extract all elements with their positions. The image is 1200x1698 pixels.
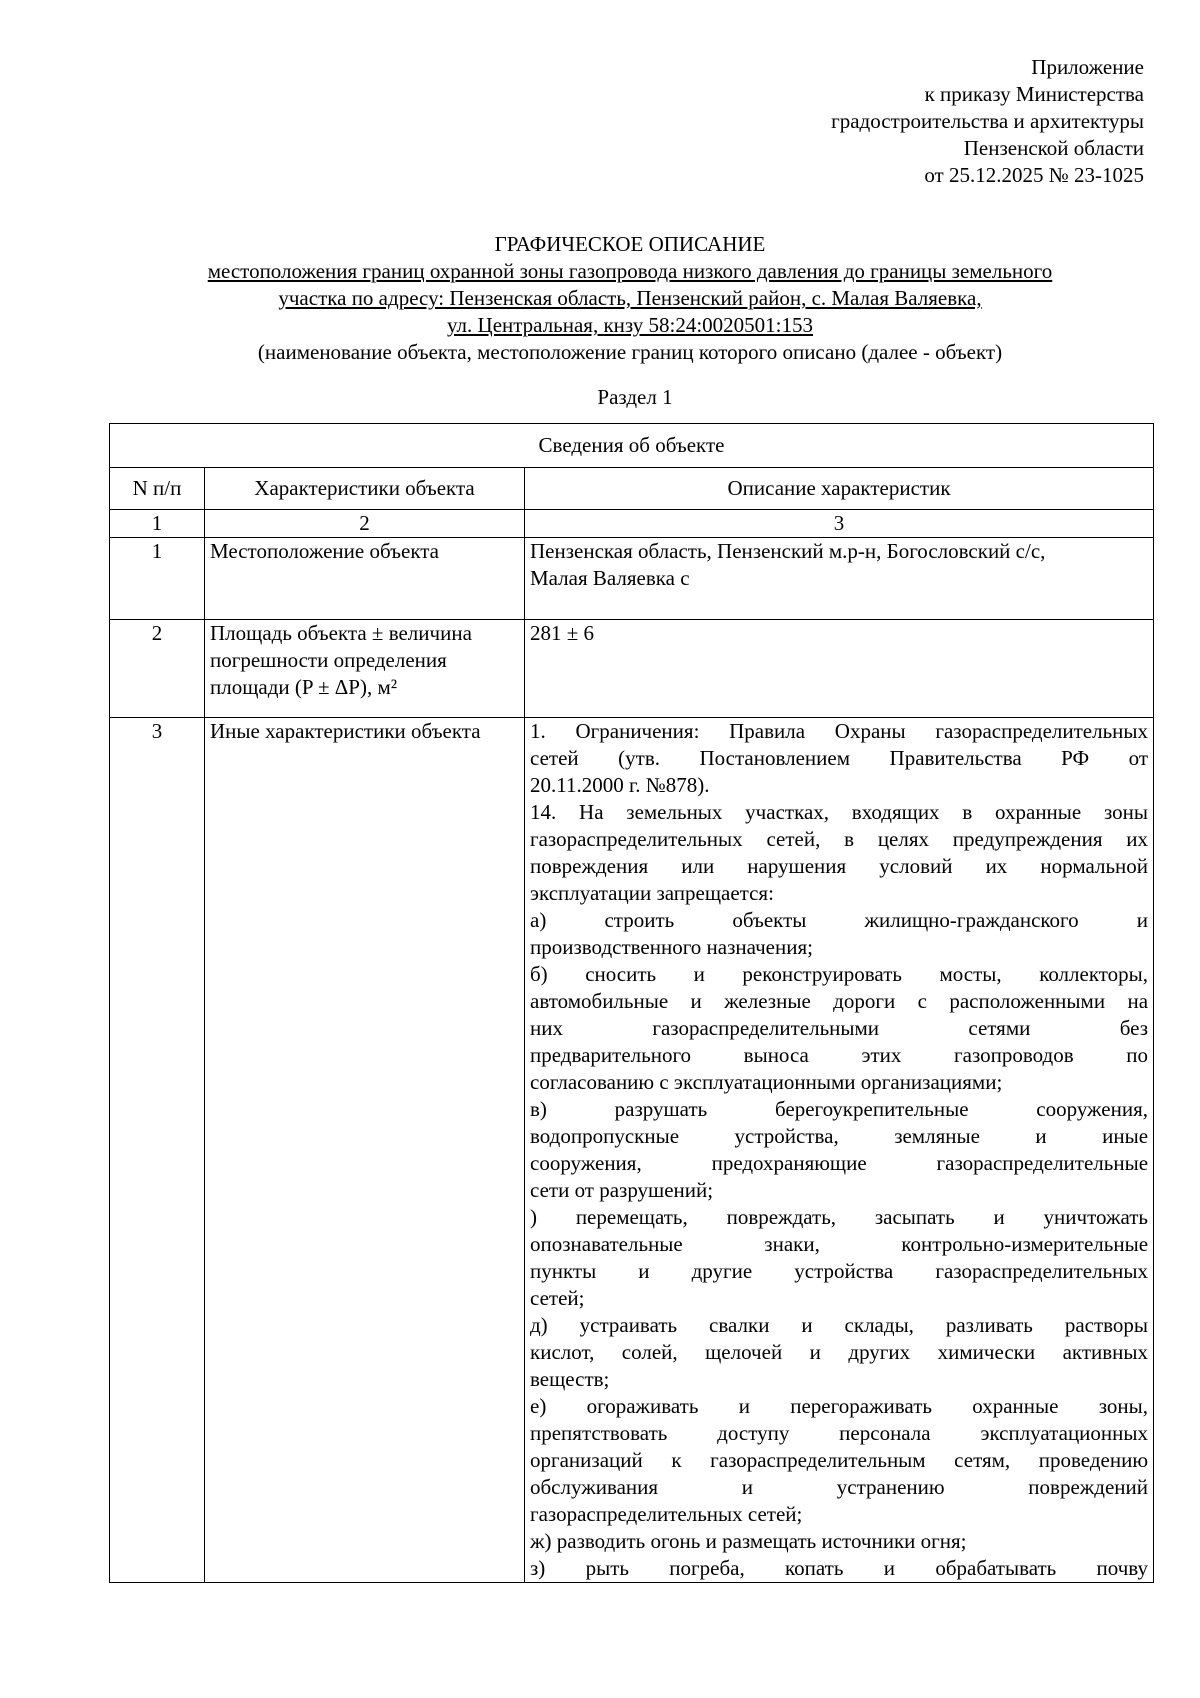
description-line: согласованию с эксплуатационными организациями; [530,1070,1003,1094]
description-line: повреждения или нарушения условий их нормальной [530,854,1149,878]
description-line: пункты и другие устройства газораспределительных [530,1259,1149,1283]
description-line: а) строить объекты жилищно-гражданского и [530,908,1149,932]
description-line: автомобильные и железные дороги с расположенными на [530,989,1149,1013]
description-line: предварительного выноса этих газопроводов по [530,1043,1149,1067]
header-cell: N п/п [110,468,205,510]
description-line: сетей (утв. Постановлением Правительства РФ от [530,746,1149,770]
description-line: в) разрушать берегоукрепительные сооружения, [530,1097,1149,1121]
description-line: них газораспределительными сетями без [530,1016,1149,1040]
object-name-line: местоположения границ охранной зоны газопровода низкого давления до границы земельного [207,259,1053,283]
description-line: водопропускные устройства, земляные и иные [530,1124,1149,1148]
description-line: ) перемещать, повреждать, засыпать и уничтожать [530,1205,1149,1229]
description-line: 1. Ограничения: Правила Охраны газораспределительных [530,719,1149,743]
description-line: сетей; [530,1286,585,1310]
header-cell: Описание характеристик [525,468,1154,510]
row-name-line: Площадь объекта ± величина [210,621,472,645]
description-line: 14. На земельных участках, входящих в охранные зоны [530,800,1149,824]
description-line: Пензенская область, Пензенский м.р-н, Богословский с/с, [530,539,1046,563]
description-line: Малая Валяевка с [530,566,690,590]
description-line: организаций к газораспределительным сетям, проведению [530,1448,1149,1472]
appendix-line: Пензенской области [963,136,1144,160]
description-line: 281 ± 6 [530,621,595,645]
description-line: газораспределительных сетей; [530,1502,803,1526]
table-row [110,620,1154,718]
row-number: 1 [110,538,205,620]
description-line: з) рыть погреба, копать и обрабатывать почву [530,1556,1149,1580]
column-number-cell: 3 [525,510,1154,538]
column-number-cell: 1 [110,510,205,538]
row-description [525,620,1154,718]
column-number-cell: 2 [205,510,525,538]
row-name-line: площади (P ± ΔP), м² [210,675,398,699]
description-line: обслуживания и устранению повреждений [530,1475,1149,1499]
appendix-block [831,54,1144,189]
description-line: е) огораживать и перегораживать охранные зоны, [530,1394,1149,1418]
row-number: 3 [110,718,205,1583]
description-line: производственного назначения; [530,935,813,959]
description-line: эксплуатации запрещается: [530,881,774,905]
appendix-line: градостроительства и архитектуры [831,109,1144,133]
table-caption: Сведения об объекте [110,424,1154,468]
description-line: препятствовать доступу персонала эксплуатационных [530,1421,1149,1445]
row-number: 2 [110,620,205,718]
header-cell: Характеристики объекта [205,468,525,510]
table-row [110,718,1154,1583]
description-line: ж) разводить огонь и размещать источники огня; [530,1529,967,1553]
description-line: веществ; [530,1367,610,1391]
row-name: Местоположение объекта [205,538,525,620]
row-name [205,620,525,718]
row-description [525,718,1154,1583]
object-info-table [109,423,1154,1583]
document-title: ГРАФИЧЕСКОЕ ОПИСАНИЕ [494,232,766,256]
description-line: кислот, солей, щелочей и других химически активных [530,1340,1149,1364]
description-line: б) сносить и реконструировать мосты, коллекторы, [530,962,1149,986]
row-name: Иные характеристики объекта [205,718,525,1583]
object-name-line: ул. Центральная, кнзу 58:24:0020501:153 [446,313,814,337]
row-name-line: погрешности определения [210,648,447,672]
table-row [110,538,1154,620]
object-name-line: участка по адресу: Пензенская область, Пензенский район, с. Малая Валяевка, [278,286,982,310]
description-line: сооружения, предохраняющие газораспределительные [530,1151,1149,1175]
appendix-date: от 25.12.2025 № 23-1025 [924,163,1144,187]
appendix-line: к приказу Министерства [924,82,1144,106]
description-line: д) устраивать свалки и склады, разливать растворы [530,1313,1149,1337]
row-description [525,538,1154,620]
section-title: Раздел 1 [597,385,673,409]
document-title-block [110,231,1150,366]
description-line: газораспределительных сетей, в целях предупреждения их [530,827,1149,851]
description-line: опознавательные знаки, контрольно-измерительные [530,1232,1149,1256]
description-line: 20.11.2000 г. №878). [530,773,710,797]
object-name-note: (наименование объекта, местоположение границ которого описано (далее - объект) [257,340,1003,364]
appendix-line: Приложение [1031,55,1144,79]
description-line: сети от разрушений; [530,1178,714,1202]
